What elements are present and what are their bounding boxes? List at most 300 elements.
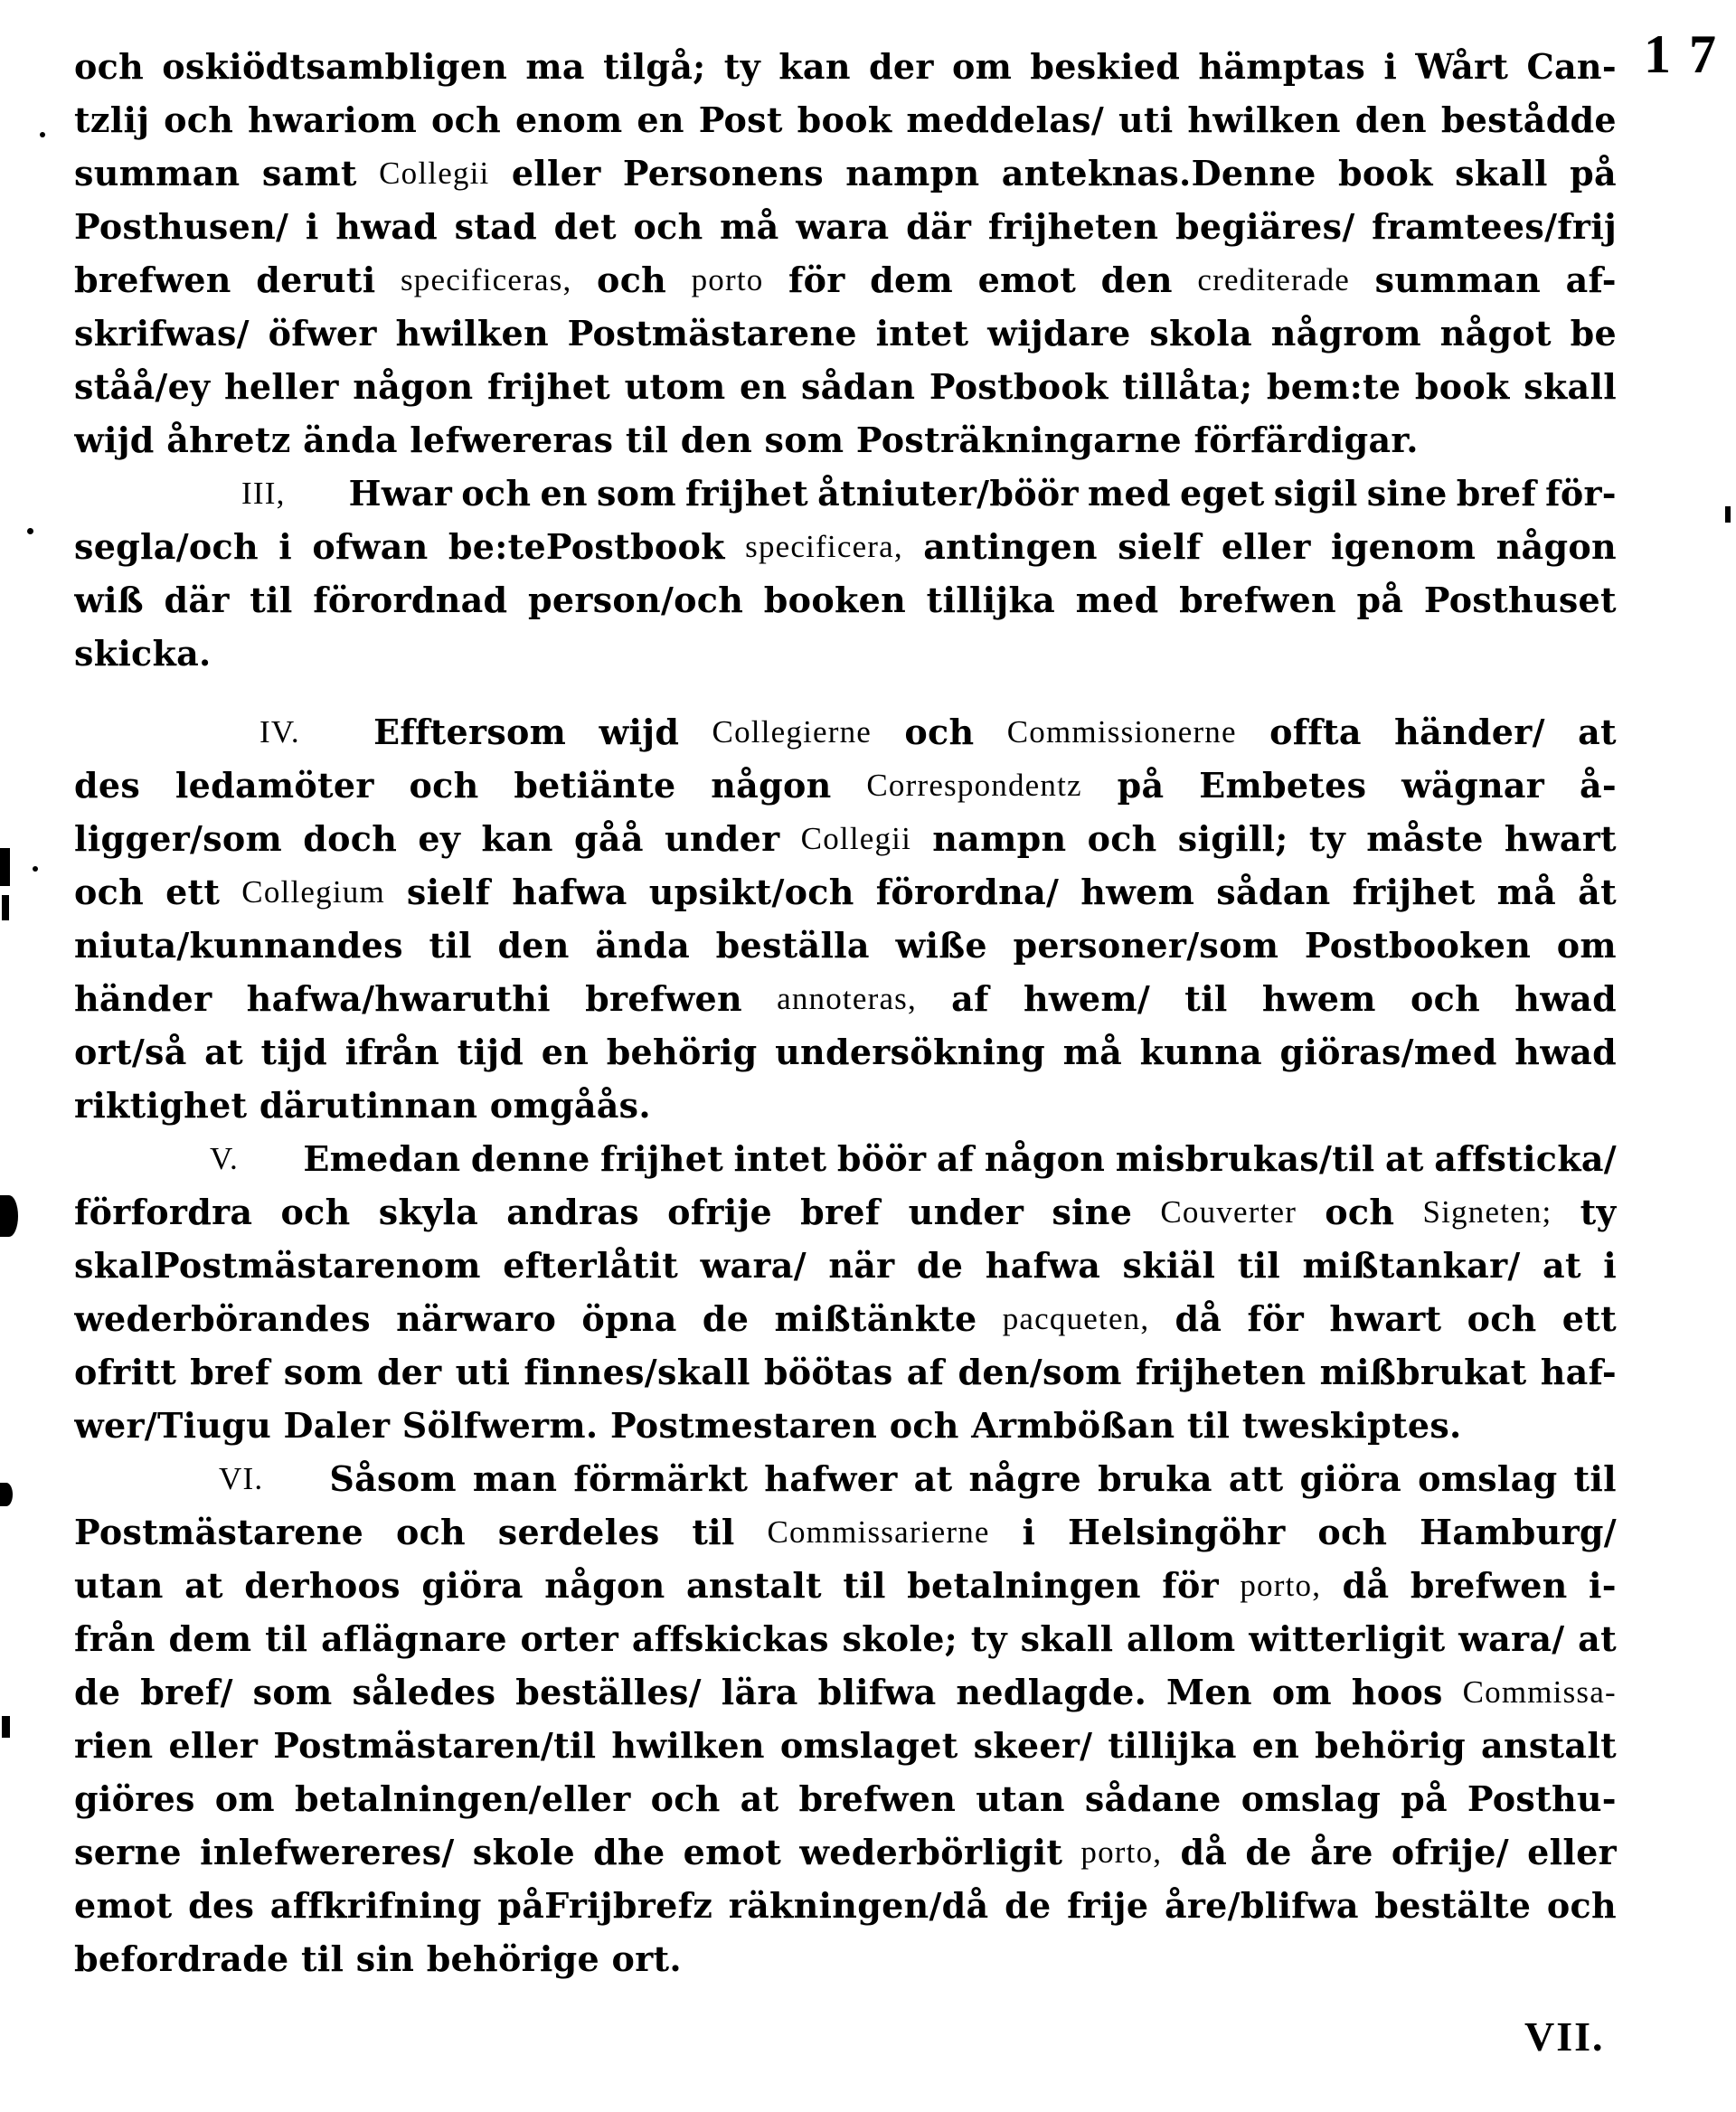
blackletter-text-segment: där (906, 206, 972, 247)
blackletter-text-segment: frijheten (1135, 1352, 1307, 1392)
roman-text-segment: Collegii (800, 821, 912, 856)
blackletter-text-segment: ståå/ey (74, 366, 211, 407)
blackletter-text-segment: giöra (1299, 1458, 1402, 1499)
blackletter-text-segment: hwariom (248, 99, 418, 140)
blackletter-text-segment: derhoos (244, 1565, 401, 1606)
blackletter-text-segment: en (541, 1032, 590, 1072)
ink-speck (40, 132, 45, 137)
text-line (74, 1505, 1617, 1559)
blackletter-text-segment: och (1410, 978, 1481, 1019)
blackletter-text-segment: at (204, 1032, 243, 1072)
blackletter-text-segment: der (376, 1352, 442, 1392)
blackletter-text-segment: andras (506, 1192, 639, 1232)
blackletter-text-segment: at (1578, 712, 1617, 752)
text-line (74, 1132, 1617, 1185)
text-line (74, 1292, 1617, 1345)
roman-text-segment: specificeras, (400, 262, 572, 297)
blackletter-text-segment: må (1062, 1032, 1123, 1072)
blackletter-text-segment: misbrukas/til (1115, 1138, 1375, 1179)
blackletter-text-segment: beställa (715, 925, 870, 966)
blackletter-text-segment: må (720, 206, 779, 247)
blackletter-text-segment: brefwen (798, 1778, 957, 1819)
blackletter-text-segment: gåå (574, 818, 644, 859)
blackletter-text-segment: Postbook (929, 366, 1109, 407)
blackletter-text-segment: böötas (763, 1352, 893, 1392)
roman-text-segment: Correspondentz (866, 768, 1082, 803)
blackletter-text-segment: bref (190, 1352, 270, 1392)
blackletter-text-segment: något (1439, 313, 1552, 354)
blackletter-text-segment: booken (763, 580, 906, 620)
blackletter-text-segment: wara/ (700, 1245, 807, 1286)
blackletter-text-segment: til (843, 1565, 886, 1606)
blackletter-text-segment: någon (1495, 526, 1617, 567)
blackletter-text-segment: offta (1269, 712, 1362, 752)
blackletter-text-segment: åre/blifwa (1164, 1885, 1359, 1926)
blackletter-text-segment: omslag (1241, 1778, 1382, 1819)
blackletter-text-segment: på (1117, 765, 1165, 806)
blackletter-text-segment: ifrån (344, 1032, 440, 1072)
blackletter-text-segment: eget (1179, 473, 1265, 514)
blackletter-text-segment: och (633, 206, 703, 247)
blackletter-text-segment: någre (968, 1458, 1082, 1499)
blackletter-text-segment: deruti (256, 259, 376, 300)
blackletter-text-segment: någrom (1270, 313, 1421, 354)
blackletter-text-segment: Helsingöhr (1067, 1512, 1286, 1552)
text-line (74, 40, 1617, 93)
blackletter-text-segment: skiäl (1122, 1245, 1216, 1286)
blackletter-text-segment: öfwer (268, 313, 377, 354)
blackletter-text-segment: någon (711, 765, 832, 806)
blackletter-text-segment: eller (168, 1725, 259, 1766)
blackletter-text-segment: någon (984, 1138, 1106, 1179)
text-line (74, 1772, 1617, 1825)
blackletter-text-segment: sådan (800, 366, 916, 407)
blackletter-text-segment: befordrade til sin behörige ort. (74, 1938, 682, 1979)
roman-text-segment: pacqueten, (1002, 1301, 1150, 1336)
blackletter-text-segment: wägnar (1401, 765, 1545, 806)
blackletter-text-segment: emot (74, 1885, 173, 1926)
blackletter-text-segment: hafwer (764, 1458, 898, 1499)
blackletter-text-segment: de (702, 1298, 750, 1339)
blackletter-text-segment: bref (800, 1192, 881, 1232)
blackletter-text-segment: frijhet (1352, 872, 1476, 912)
blackletter-text-segment: til (265, 1618, 308, 1659)
blackletter-text-segment: förfordra (74, 1192, 253, 1232)
text-line (74, 865, 1617, 919)
blackletter-text-segment: skyla (378, 1192, 479, 1232)
blackletter-text-segment: ort/så (74, 1032, 187, 1072)
blackletter-text-segment: där (164, 580, 230, 620)
blackletter-text-segment: inlefwereres/ (200, 1832, 455, 1872)
blackletter-text-segment: ett (165, 872, 221, 912)
roman-text-segment: Collegierne (712, 714, 873, 750)
text-line (74, 1399, 1617, 1452)
blackletter-text-segment: de (74, 1672, 121, 1712)
blackletter-text-segment: hafwa (512, 872, 627, 912)
blackletter-text-segment: sielf (1118, 526, 1202, 567)
blackletter-text-segment: mißtankar/ (1302, 1245, 1521, 1286)
blackletter-text-segment: tijd (457, 1032, 524, 1072)
blackletter-text-segment: och (409, 765, 479, 806)
blackletter-text-segment: affkrifning (269, 1885, 482, 1926)
blackletter-text-segment: at (913, 1458, 953, 1499)
text-line (74, 1559, 1617, 1612)
blackletter-text-segment: emot (977, 259, 1077, 300)
ink-speck (2, 1716, 10, 1738)
blackletter-text-segment: och (74, 46, 145, 87)
blackletter-text-segment: serdeles (497, 1512, 660, 1552)
blackletter-text-segment: hwem (1080, 872, 1195, 912)
blackletter-text-segment: öpna (581, 1298, 677, 1339)
blackletter-text-segment: skall (1455, 153, 1548, 193)
blackletter-text-segment: sigill; (1177, 818, 1288, 859)
blackletter-text-segment: sådane (1084, 1778, 1222, 1819)
text-line (74, 1079, 1617, 1132)
blackletter-text-segment: intet (733, 1138, 827, 1179)
blackletter-text-segment: som (596, 473, 676, 514)
blackletter-text-segment: i (1603, 1245, 1617, 1286)
blackletter-text-segment: om (1556, 925, 1617, 966)
blackletter-text-segment: måste (1366, 818, 1484, 859)
blackletter-text-segment: omslaget (779, 1725, 958, 1766)
text-line (74, 705, 1617, 759)
blackletter-text-segment: Hwar (348, 473, 453, 514)
blackletter-text-segment: anstalt (686, 1565, 822, 1606)
blackletter-text-segment: Postmästarene (567, 313, 857, 354)
blackletter-text-segment: finnes/skall (524, 1352, 750, 1392)
blackletter-text-segment: ett (1561, 1298, 1617, 1339)
blackletter-text-segment: uti (1118, 99, 1174, 140)
blackletter-text-segment: wederbörandes (74, 1298, 371, 1339)
blackletter-text-segment: och (461, 473, 532, 514)
blackletter-text-segment: på (1401, 1778, 1448, 1819)
blackletter-text-segment: beskied (1030, 46, 1181, 87)
text-line (74, 627, 1617, 680)
text-line (74, 1932, 1617, 1985)
blackletter-text-segment: wijd (599, 712, 680, 752)
text-line (74, 1345, 1617, 1399)
blackletter-text-segment: och (650, 1778, 721, 1819)
blackletter-text-segment: Posthu- (1467, 1778, 1617, 1819)
text-line (74, 1185, 1617, 1239)
blackletter-text-segment: det (553, 206, 617, 247)
blackletter-text-segment: book (1337, 153, 1433, 193)
blackletter-text-segment: ty (723, 46, 761, 87)
blackletter-text-segment: behörig (606, 1032, 758, 1072)
text-line (74, 413, 1617, 467)
blackletter-text-segment: och (395, 1512, 466, 1552)
blackletter-text-segment: och (904, 712, 975, 752)
text-line (74, 360, 1617, 413)
blackletter-text-segment: riktighet därutinnan omgåås. (74, 1085, 651, 1126)
roman-text-segment: IV. (259, 714, 300, 750)
ink-speck (33, 866, 38, 872)
blackletter-text-segment: affsticka/ (1434, 1138, 1617, 1179)
blackletter-text-segment: utan (976, 1778, 1065, 1819)
blackletter-text-segment: denne (470, 1138, 590, 1179)
blackletter-text-segment: be:tePostbook (448, 526, 725, 567)
blackletter-text-segment: som (283, 1352, 363, 1392)
blackletter-text-segment: eller (1527, 1832, 1617, 1872)
blackletter-text-segment: giöres (74, 1778, 195, 1819)
blackletter-text-segment: til (429, 925, 472, 966)
blackletter-text-segment: brefwen (1179, 580, 1336, 620)
blackletter-text-segment: skole (472, 1832, 575, 1872)
blackletter-text-segment: kan (778, 46, 851, 87)
blackletter-text-segment: oskiödtsambligen (162, 46, 508, 87)
blackletter-text-segment: rien (74, 1725, 154, 1766)
blackletter-text-segment: wiße (895, 925, 987, 966)
roman-text-segment: Signeten; (1422, 1194, 1552, 1230)
blackletter-text-segment: som (252, 1672, 333, 1712)
blackletter-text-segment: kan (481, 818, 553, 859)
blackletter-text-segment: och (1087, 818, 1157, 859)
blackletter-text-segment: ledamöter (175, 765, 374, 806)
blackletter-text-segment: när (828, 1245, 895, 1286)
blackletter-text-segment: och (1546, 1885, 1617, 1926)
blackletter-text-segment: Posthuset (1423, 580, 1617, 620)
blackletter-text-segment: sielf (406, 872, 491, 912)
roman-text-segment: crediterade (1197, 262, 1351, 297)
ink-speck (27, 528, 33, 534)
blackletter-text-segment: at (1385, 1138, 1424, 1179)
blackletter-text-segment: sådan (1216, 872, 1331, 912)
blackletter-text-segment: begiäres/ (1175, 206, 1355, 247)
blackletter-text-segment: hwem (1261, 978, 1376, 1019)
text-line (74, 1239, 1617, 1292)
blackletter-text-segment: af- (1565, 259, 1617, 300)
blackletter-text-segment: ty (970, 1618, 1007, 1659)
blackletter-text-segment: til (1573, 1458, 1617, 1499)
text-line (74, 93, 1617, 146)
blackletter-text-segment: eller (511, 153, 601, 193)
blackletter-text-segment: på (1570, 153, 1617, 193)
blackletter-text-segment: des (188, 1885, 255, 1926)
text-line (74, 919, 1617, 972)
blackletter-text-segment: bref (1456, 473, 1537, 514)
blackletter-text-segment: hwart (1504, 818, 1617, 859)
roman-text-segment: specificera, (745, 529, 903, 564)
text-line (74, 200, 1617, 253)
blackletter-text-segment: betalningen/eller (294, 1778, 631, 1819)
text-line (74, 1612, 1617, 1665)
blackletter-text-segment: således (352, 1672, 496, 1712)
blackletter-text-segment: brefwen (74, 259, 231, 300)
text-block (74, 40, 1617, 1985)
blackletter-text-segment: wiß (74, 580, 144, 620)
blackletter-text-segment: ofritt (74, 1352, 177, 1392)
blackletter-text-segment: en (540, 473, 588, 514)
blackletter-text-segment: nedlagde. (956, 1672, 1147, 1712)
blackletter-text-segment: ofrije/ (1391, 1832, 1509, 1872)
blackletter-text-segment: person/och (528, 580, 744, 620)
blackletter-text-segment: dhe (593, 1832, 665, 1872)
blackletter-text-segment: och (164, 99, 234, 140)
blackletter-text-segment: en (637, 99, 684, 140)
blackletter-text-segment: påFrijbrefz (497, 1885, 713, 1926)
blackletter-text-segment: de (916, 1245, 964, 1286)
blackletter-text-segment: des (74, 765, 141, 806)
blackletter-text-segment: sine (1366, 473, 1448, 514)
roman-text-segment: annoteras, (777, 981, 917, 1016)
blackletter-text-segment: för (1162, 1565, 1219, 1606)
blackletter-text-segment: summan (1374, 259, 1542, 300)
blackletter-text-segment: och (280, 1192, 351, 1232)
blackletter-text-segment: Posthusen/ (74, 206, 289, 247)
roman-text-segment: porto, (1080, 1834, 1163, 1870)
blackletter-text-segment: och (431, 99, 502, 140)
blackletter-text-segment: nampn (845, 153, 980, 193)
blackletter-text-segment: tillijka (926, 580, 1056, 620)
blackletter-text-segment: tillåta; (1122, 366, 1253, 407)
blackletter-text-segment: frije (1067, 1885, 1149, 1926)
blackletter-text-segment: af (936, 1138, 975, 1179)
blackletter-text-segment: niuta/kunnandes (74, 925, 403, 966)
blackletter-text-segment: orter (520, 1618, 619, 1659)
blackletter-text-segment: meddelas/ (906, 99, 1105, 140)
text-line (74, 253, 1617, 306)
roman-text-segment: Commissionerne (1006, 714, 1237, 750)
ink-speck (0, 1195, 18, 1237)
blackletter-text-segment: bem:te (1266, 366, 1401, 407)
blackletter-text-segment: nampn (932, 818, 1067, 859)
blackletter-text-segment: en (1251, 1725, 1300, 1766)
blackletter-text-segment: wijd åhretz ända lefwereras til den som Posträkningarne förfärdigar. (74, 420, 1419, 460)
blackletter-text-segment: och (1467, 1298, 1537, 1339)
blackletter-text-segment: då (1175, 1298, 1222, 1339)
blackletter-text-segment: hwad (1514, 978, 1617, 1019)
blackletter-text-segment: hwart (1329, 1298, 1442, 1339)
roman-text-segment: Collegii (379, 156, 490, 191)
blackletter-text-segment: hwem/ (1023, 978, 1151, 1019)
page-number: 17 (1644, 24, 1734, 84)
blackletter-text-segment: wederbörligit (799, 1832, 1063, 1872)
roman-text-segment: porto (691, 262, 764, 297)
text-line (74, 467, 1617, 520)
text-line (74, 520, 1617, 573)
blackletter-text-segment: skola (1149, 313, 1252, 354)
blackletter-text-segment: til (1184, 978, 1228, 1019)
blackletter-text-segment: haf- (1540, 1352, 1617, 1392)
blackletter-text-segment: uti (455, 1352, 511, 1392)
blackletter-text-segment: i (305, 206, 319, 247)
blackletter-text-segment: tijd (260, 1032, 328, 1072)
blackletter-text-segment: brefwen (585, 978, 742, 1019)
blackletter-text-segment: omslag (1418, 1458, 1558, 1499)
blackletter-text-segment: emot (683, 1832, 782, 1872)
blackletter-text-segment: åtniuter/böör (817, 473, 1079, 514)
blackletter-text-segment: Efftersom (373, 712, 567, 752)
blackletter-text-segment: dem (168, 1618, 252, 1659)
blackletter-text-segment: Embetes (1199, 765, 1367, 806)
blackletter-text-segment: allom (1127, 1618, 1236, 1659)
blackletter-text-segment: giöra (421, 1565, 524, 1606)
blackletter-text-segment: hwad (335, 206, 438, 247)
blackletter-text-segment: åre (1309, 1832, 1373, 1872)
blackletter-text-segment: intet (875, 313, 969, 354)
blackletter-text-segment: betalningen (907, 1565, 1141, 1606)
blackletter-text-segment: wara/ (1458, 1618, 1565, 1659)
blackletter-text-segment: af (951, 978, 989, 1019)
text-line (74, 1719, 1617, 1772)
blackletter-text-segment: i (1383, 46, 1398, 87)
text-line (74, 1879, 1617, 1932)
blackletter-text-segment: då (1180, 1832, 1228, 1872)
blackletter-text-segment: framtees/frij (1372, 206, 1617, 247)
blackletter-text-segment: må (1496, 872, 1557, 912)
blackletter-text-segment: blifwa (817, 1672, 937, 1712)
blackletter-text-segment: mißtänkte (774, 1298, 977, 1339)
roman-text-segment: VI. (219, 1461, 264, 1496)
blackletter-text-segment: Personens (622, 153, 824, 193)
ink-speck (0, 1483, 13, 1506)
blackletter-text-segment: händer/ (1394, 712, 1545, 752)
blackletter-text-segment: antingen (923, 526, 1098, 567)
blackletter-text-segment: för (1247, 1298, 1305, 1339)
blackletter-text-segment: närwaro (396, 1298, 557, 1339)
blackletter-text-segment: doch (303, 818, 398, 859)
blackletter-text-segment: skalPostmästarenom (74, 1245, 481, 1286)
blackletter-text-segment: om (951, 46, 1013, 87)
blackletter-text-segment: kunna (1139, 1032, 1262, 1072)
blackletter-text-segment: ty (1580, 1192, 1617, 1232)
blackletter-text-segment: undersökning (775, 1032, 1046, 1072)
blackletter-text-segment: under (664, 818, 780, 859)
blackletter-text-segment: på (1356, 580, 1404, 620)
ink-speck (2, 895, 9, 920)
blackletter-text-segment: frijhet (600, 1138, 724, 1179)
blackletter-text-segment: eller (1221, 526, 1311, 567)
roman-text-segment: III, (241, 476, 286, 511)
blackletter-text-segment: book (797, 99, 892, 140)
blackletter-text-segment: serne (74, 1832, 182, 1872)
blackletter-text-segment: hwilken (1187, 99, 1341, 140)
blackletter-text-segment: Emedan (303, 1138, 461, 1179)
blackletter-text-segment: upsikt/och (648, 872, 854, 912)
blackletter-text-segment: sine (1052, 1192, 1133, 1232)
blackletter-text-segment: frijhet (684, 473, 808, 514)
blackletter-text-segment: under (908, 1192, 1024, 1232)
blackletter-text-segment: wara (796, 206, 890, 247)
blackletter-text-segment: brefwen (1410, 1565, 1568, 1606)
blackletter-text-segment: en (740, 366, 788, 407)
blackletter-text-segment: de (1005, 1885, 1052, 1926)
text-line (74, 1452, 1617, 1505)
blackletter-text-segment: Postbooken (1304, 925, 1532, 966)
blackletter-text-segment: från (74, 1618, 156, 1659)
blackletter-text-segment: affskickas (631, 1618, 829, 1659)
roman-text-segment: Commissa- (1462, 1674, 1617, 1710)
blackletter-text-segment: och (1325, 1192, 1395, 1232)
blackletter-text-segment: att (1228, 1458, 1284, 1499)
blackletter-text-segment: i (278, 526, 293, 567)
blackletter-text-segment: skall (1524, 366, 1617, 407)
blackletter-text-segment: ma (525, 46, 585, 87)
blackletter-text-segment: och (1317, 1512, 1388, 1552)
blackletter-text-segment: hwad (1514, 1032, 1617, 1072)
roman-text-segment: V. (210, 1141, 239, 1176)
blackletter-text-segment: hwilken (395, 313, 549, 354)
blackletter-text-segment: hafwa/hwaruthi (246, 978, 551, 1019)
blackletter-text-segment: med (1087, 473, 1171, 514)
blackletter-text-segment: räkningen/då (728, 1885, 989, 1926)
blackletter-text-segment: de (1245, 1832, 1292, 1872)
blackletter-text-segment: witterligit (1249, 1618, 1446, 1659)
blackletter-text-segment: at (740, 1778, 779, 1819)
blackletter-text-segment: man (472, 1458, 558, 1499)
blackletter-text-segment: någon (544, 1565, 665, 1606)
blackletter-text-segment: Såsom (329, 1458, 457, 1499)
